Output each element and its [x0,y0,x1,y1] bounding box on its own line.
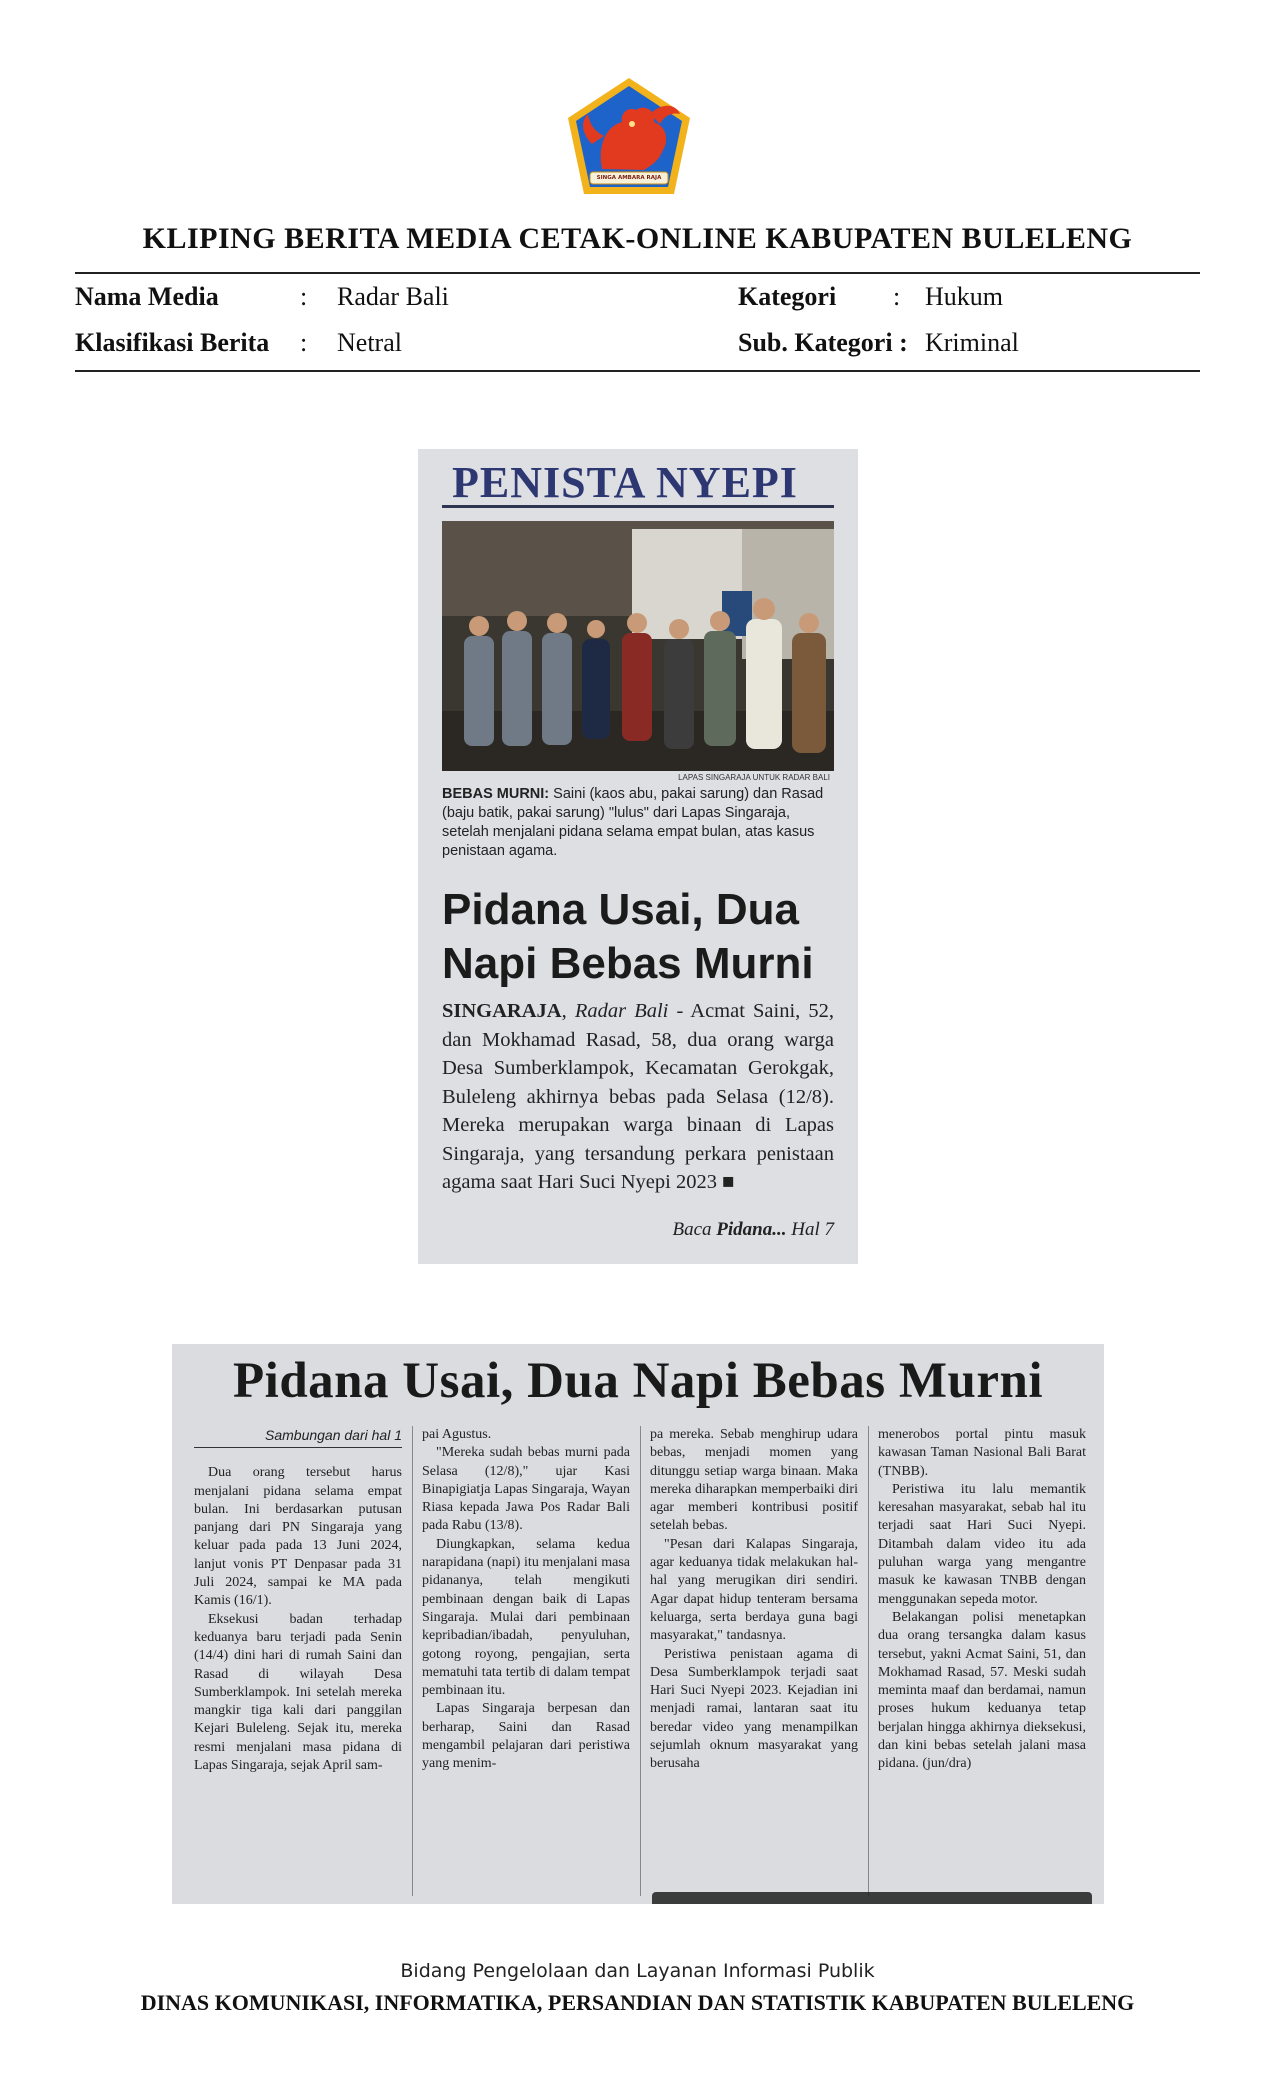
document-title: KLIPING BERITA MEDIA CETAK-ONLINE KABUPATEN BULELENG [142,222,1133,255]
klasifikasi-colon: : [300,328,308,357]
paragraph: Dua orang tersebut harus menjalani pidana selama empat bulan. Ini berdasarkan putusan panjang dari PN Singaraja yang keluar pada pada 13 Juni 2024, lanjut vonis PT Denpasar pada 31 Juli 2024, sampai ke MA pada Kamis (16/1). [194,1465,402,1609]
kategori-value: Hukum [925,282,1003,311]
column-divider [868,1426,869,1896]
buleleng-crest-logo [562,74,696,200]
header-top-rule [75,272,1200,274]
news-photo [442,521,834,771]
news-clipping-front [418,449,858,1264]
rubric-text: PENISTA NYEPI [452,458,798,507]
front-body: SINGARAJA, Radar Bali - Acmat Saini, 52, dan Mokhamad Rasad, 58, dua orang warga Desa Sumberklampok, Kecamatan Gerokgak, Buleleng akhirnya bebas pada Selasa (12/8). Mereka merupakan warga binaan di Lapas Singaraja, yang tersandung perkara penistaan agama saat Hari Suci Nyepi 2023 ■ [442,1000,834,1193]
media-value: Radar Bali [337,282,449,311]
paragraph: pai Agustus. [422,1427,492,1442]
meta-row-klasifikasi [75,328,1200,368]
paragraph: Belakangan polisi menetapkan dua orang tersangka dalam kasus tersebut, yakni Acmat Saini, 51, dan Mokhamad Rasad, 57. Meski sudah meminta maaf dan berdamai, namun proses hukum keduanya tetap berjalan hingga akhirnya dieksekusi, dan kini bebas setelah jalani masa pidana. (jun/dra) [878,1609,1086,1772]
jump-prefix: Baca [672,1219,717,1240]
caption-lead: BEBAS MURNI: [442,786,550,802]
continuation-headline: Pidana Usai, Dua Napi Bebas Murni [233,1353,1043,1409]
paragraph: Peristiwa penistaan agama di Desa Sumberklampok terjadi saat Hari Suci Nyepi 2023. Kejadian ini menjadi ramai, lantaran saat itu beredar video yang menampilkan sejumlah oknum masyarakat yang berusaha [650,1646,858,1772]
jump-suffix: Hal 7 [786,1219,834,1240]
crest-banner-text: SINGA AMBARA RAJA [596,175,662,181]
header-bottom-rule [75,370,1200,372]
article-column-1 [194,1426,402,1896]
group-photo-icon [442,521,834,771]
footer-division: Bidang Pengelolaan dan Layanan Informasi Publik [400,1960,875,1982]
rubric-banner [442,455,834,508]
footer-agency: DINAS KOMUNIKASI, INFORMATIKA, PERSANDIAN DAN STATISTIK KABUPATEN BULELENG [140,1990,1135,2015]
dateline: SINGARAJA [442,1000,562,1022]
column-divider [412,1426,413,1896]
paragraph: "Pesan dari Kalapas Singaraja, agar keduanya tidak melakukan hal-hal yang merugikan diri sendiri. Agar dapat hidup tenteram bersama keluarga, serta berdaya guna bagi masyarakat," tandasnya. [650,1536,858,1644]
paragraph: Peristiwa itu lalu memantik keresahan masyarakat, sebab hal itu terjadi saat Hari Suci Nyepi. Ditambah dalam video itu ada puluhan warga yang mengantre masuk ke kawasan TNBB dengan menggunakan sepeda motor. [878,1481,1086,1607]
media-label: Nama Media [75,282,219,311]
photo-credit: LAPAS SINGARAJA UNTUK RADAR BALI [678,773,830,782]
subkategori-label: Sub. Kategori : [738,328,908,357]
column-divider [640,1426,641,1896]
kategori-label: Kategori [738,282,837,311]
front-body-text: - Acmat Saini, 52, dan Mokhamad Rasad, 58, dua orang warga Desa Sumberklampok, Kecamatan Gerokgak, Buleleng akhirnya bebas pada Selasa (12/8). Mereka merupakan warga binaan di Lapas Singaraja, yang tersandung perkara penistaan agama saat Hari Suci Nyepi 2023 ■ [442,1000,834,1193]
klasifikasi-value: Netral [337,328,402,357]
paragraph: Eksekusi badan terhadap keduanya baru terjadi pada Senin (14/4) dini hari di rumah Saini dan Rasad di wilayah Desa Sumberklampok. Ini setelah mereka mangkir tiga kali dari panggilan Kejari Buleleng. Sejak itu, mereka resmi menjalani masa pidana di Lapas Singaraja, sejak April sam- [194,1611,402,1774]
kategori-colon: : [893,282,901,311]
front-headline: Pidana Usai, Dua Napi Bebas Murni [442,885,814,988]
caption-text: Saini (kaos abu, pakai sarung) dan Rasad (baju batik, pakai sarung) "lulus" dari Lapas Singaraja, setelah menjalani pidana selama empat bulan, atas kasus penistaan agama. [442,786,824,859]
paragraph: Diungkapkan, selama kedua narapidana (napi) itu menjalani masa pidananya, telah mengikuti pembinaan dengan baik di Lapas Singaraja. Mulai dari pembinaan kepribadian/ibadah, penyuluhan, gotong royong, pengajian, serta mematuhi tata tertib di dalam tempat pembinaan itu. [422,1536,630,1699]
article-columns [194,1426,1084,1896]
photo-caption [442,785,834,861]
news-clipping-continuation [172,1344,1104,1904]
article-column-2 [422,1426,630,1896]
paragraph: pa mereka. Sebab menghirup udara bebas, menjadi momen yang ditunggu setiap warga binaan. Maka mereka diharapkan memperbaiki diri agar memberi kontribusi positif setelah bebas. [650,1427,858,1534]
paragraph: "Mereka sudah bebas murni pada Selasa (12/8)," ujar Kasi Binapigiatja Lapas Singaraja, Wayan Riasa kepada Jawa Pos Radar Bali pada Rabu (13/8). [422,1445,630,1534]
subkategori-value: Kriminal [925,328,1019,357]
meta-row-media [75,282,1200,322]
jump-reference [673,1219,835,1241]
cut-off-next-headline [652,1892,1092,1904]
media-colon: : [300,282,308,311]
paragraph: Lapas Singaraja berpesan dan berharap, Saini dan Rasad mengambil pelajaran dari peristiwa yang menim- [422,1701,630,1772]
jump-bold: Pidana... [716,1219,787,1240]
source-name: Radar Bali [574,1000,669,1022]
article-column-4 [878,1426,1086,1896]
paragraph: menerobos portal pintu masuk kawasan Taman Nasional Bali Barat (TNBB). [878,1427,1086,1479]
article-column-3 [650,1426,858,1896]
continued-from-label: Sambungan dari hal 1 [194,1426,402,1448]
klasifikasi-label: Klasifikasi Berita [75,328,270,357]
